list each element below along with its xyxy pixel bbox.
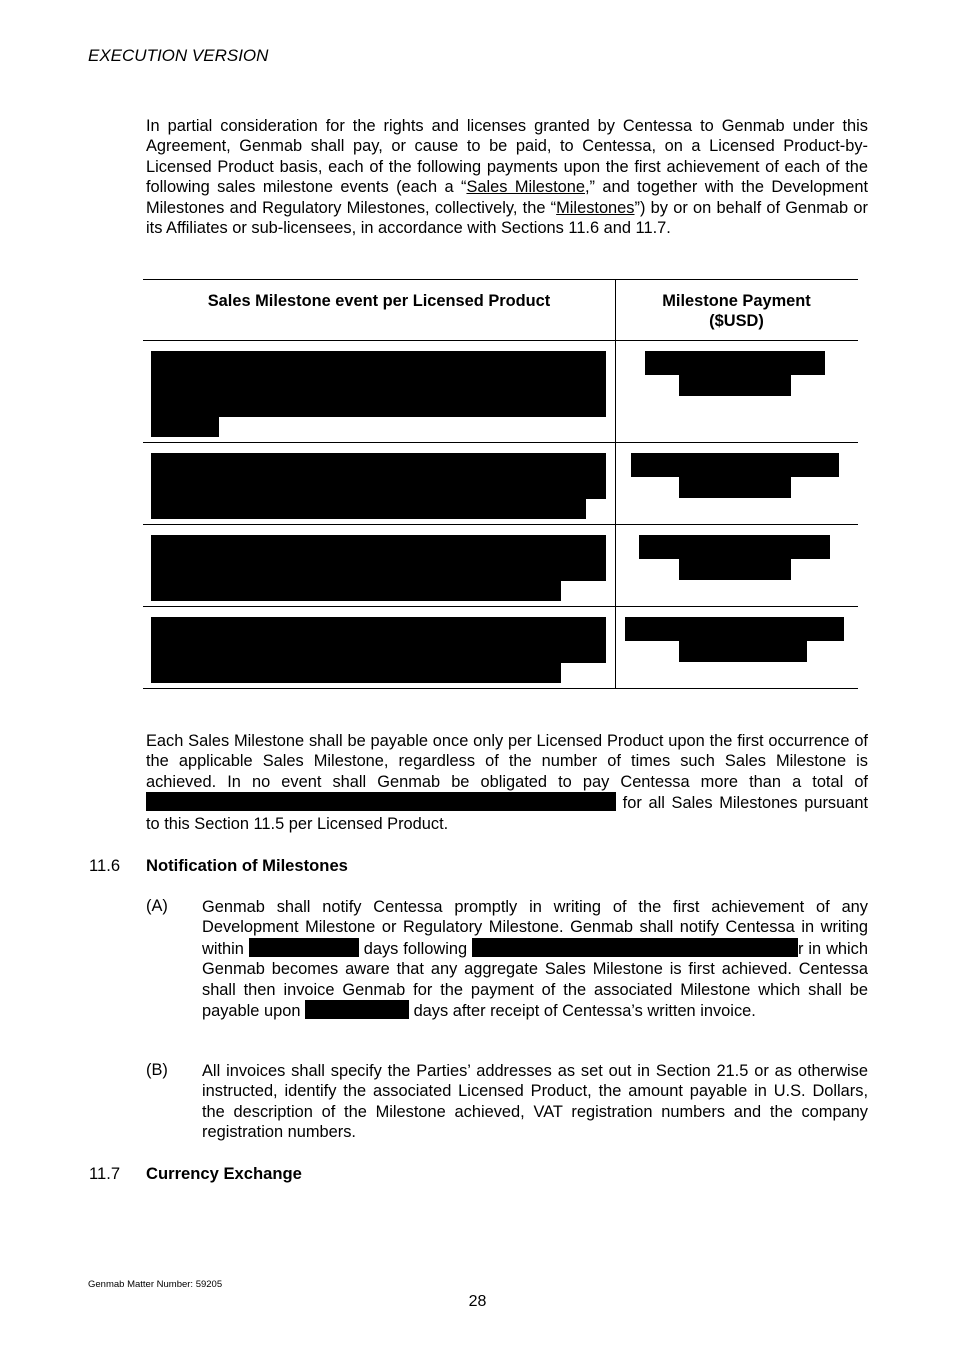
item-a-text-2: days following (363, 939, 468, 958)
redaction-block (151, 579, 561, 601)
page-number: 28 (468, 1293, 487, 1310)
redaction-block (151, 415, 219, 437)
item-b-text: All invoices shall specify the Parties’ addresses as set out in Section 21.5 or as otherwise instructed, identify the associated Licensed Product, the amount payable in U.S. Dollars, the description of the Milestone achieved, VAT registration numbers and the company registration numbers. (202, 1062, 868, 1142)
milestone-cap-paragraph (146, 731, 868, 834)
redaction-block (679, 373, 791, 396)
redaction-block (625, 617, 844, 641)
section-number: 11.7 (89, 1164, 121, 1183)
redaction-inline (305, 1000, 409, 1019)
item-label: (B) (146, 1061, 168, 1079)
intro-paragraph (146, 116, 868, 238)
table-row-rule (143, 442, 858, 443)
item-a-text-4: in which Genmab becomes aware that any aggregate Sales Milestone is first achieved. Centessa shall then invoice Genmab for the payment of the associated Milestone which shall be payable upon (202, 939, 868, 1021)
redaction-block (151, 617, 606, 663)
redaction-block (639, 535, 830, 559)
intro-text-3: ”) by or on behalf of Genmab or its Affiliates or sub-licensees, in accordance with Sections 11.6 and 11.7. (146, 198, 868, 238)
item-a-text-1: Genmab shall notify Centessa promptly in writing of the first achievement of any Development Milestone or Regulatory Milestone. Genmab shall notify Centessa in writing within (202, 898, 868, 958)
term-sales-milestone: Sales Milestone (466, 178, 585, 197)
redaction-block (151, 453, 606, 499)
item-a-text (202, 897, 868, 1021)
table-row-rule (143, 606, 858, 607)
redaction-block (631, 453, 839, 477)
redaction-block (645, 351, 825, 375)
redaction-block (151, 535, 606, 581)
section-title: Notification of Milestones (146, 856, 348, 875)
cap-text-1: Each Sales Milestone shall be payable once only per Licensed Product upon the first occurrence of the applicable Sales Milestone, regardless of the number of times such Sales Milestone is achieved. In no event shall Genmab be obligated to pay Centessa more than a total of (146, 732, 868, 791)
redaction-inline (249, 938, 359, 957)
redaction-block (151, 497, 586, 519)
document-header: EXECUTION VERSION (88, 46, 269, 65)
item-a-text-3: r (798, 939, 804, 958)
redaction-block (679, 557, 791, 580)
col2-header-line1: Milestone Payment (662, 292, 811, 310)
table-column-divider (615, 279, 616, 689)
section-title: Currency Exchange (146, 1164, 302, 1183)
redaction-block (679, 475, 791, 498)
intro-text-1: In partial consideration for the rights and licenses granted by Centessa to Genmab under this Agreement, Genmab shall pay, or cause to be paid, to Centessa, on a Licensed Product-by-Licensed Product basis, each of the following payments upon the first achievement of each of the following sales milestone events (each a “ (146, 117, 868, 197)
term-milestones: Milestones (556, 198, 635, 217)
table-bottom-rule (143, 688, 858, 689)
table-header-rule (143, 340, 858, 341)
redaction-block (151, 661, 561, 683)
table-top-rule (143, 279, 858, 280)
col2-header (615, 291, 858, 331)
sales-milestone-table (143, 279, 858, 691)
item-a-text-5: days after receipt of Centessa’s written invoice. (413, 1002, 756, 1021)
redaction-inline (146, 792, 616, 811)
redaction-block (151, 351, 606, 417)
cap-text-2: for all Sales Milestones pursuant to this Section 11.5 per Licensed Product. (146, 794, 868, 833)
footer-matter-number: Genmab Matter Number: 59205 (88, 1279, 223, 1290)
table-row-rule (143, 524, 858, 525)
intro-text-2: ,” and together with the Development Milestones and Regulatory Milestones, collectively, the “ (146, 178, 868, 217)
section-number: 11.6 (89, 856, 121, 875)
redaction-inline (472, 938, 798, 957)
item-label: (A) (146, 897, 168, 915)
col2-header-line2: ($USD) (709, 312, 764, 330)
col1-header: Sales Milestone event per Licensed Product (207, 292, 551, 310)
redaction-block (679, 639, 807, 662)
